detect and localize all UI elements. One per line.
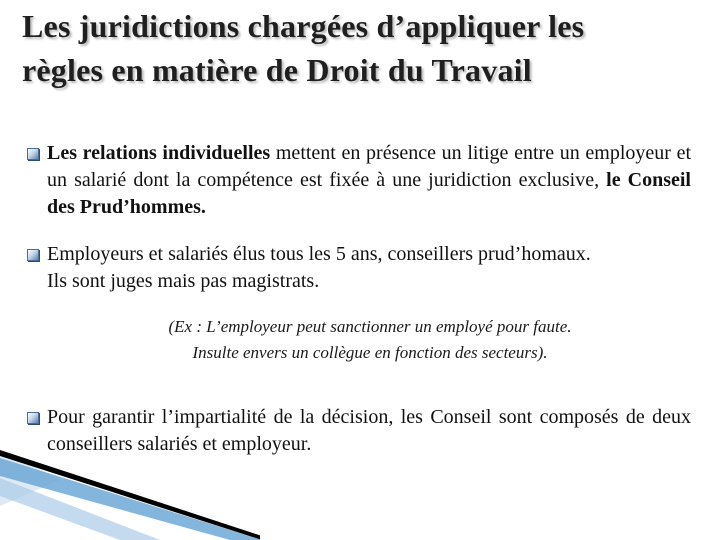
- corner-stripe-decoration: [0, 450, 260, 540]
- example-line2: Insulte envers un collègue en fonction des secteurs).: [192, 343, 548, 362]
- square-bullet-icon: [27, 148, 39, 160]
- square-bullet-icon: [27, 412, 39, 424]
- bullet-text-mid: mettent en présence un litige entre un employeur et un salarié dont la compétence est fixée à une juridiction exclusive,: [47, 142, 692, 191]
- bullet-bold-tail: le Conseil des Prud’hommes.: [47, 169, 691, 218]
- bullet-bold-lead: Les relations individuelles: [47, 142, 271, 164]
- bullet-item-elected-counsellors: [27, 241, 691, 295]
- bullet-text: [47, 140, 691, 221]
- slide-title-line1: Les juridictions chargées d’appliquer les: [22, 8, 585, 44]
- example-line1: (Ex : L’employeur peut sanctionner un employé pour faute.: [168, 317, 572, 336]
- bullet-text: [47, 241, 691, 295]
- bullet-item-individual-relations: [27, 140, 691, 221]
- bullet-text: Pour garantir l’impartialité de la décision, les Conseil sont composés de deux conseillers salariés et employeur.: [47, 406, 691, 455]
- example-note: [80, 314, 660, 366]
- bullet-line2: Ils sont juges mais pas magistrats.: [47, 270, 320, 292]
- square-bullet-icon: [27, 249, 39, 261]
- slide-title: [22, 4, 712, 92]
- slide-title-line2: règles en matière de Droit du Travail: [22, 52, 532, 88]
- bullet-line1: Employeurs et salariés élus tous les 5 ans, conseillers prud’homaux.: [47, 243, 591, 265]
